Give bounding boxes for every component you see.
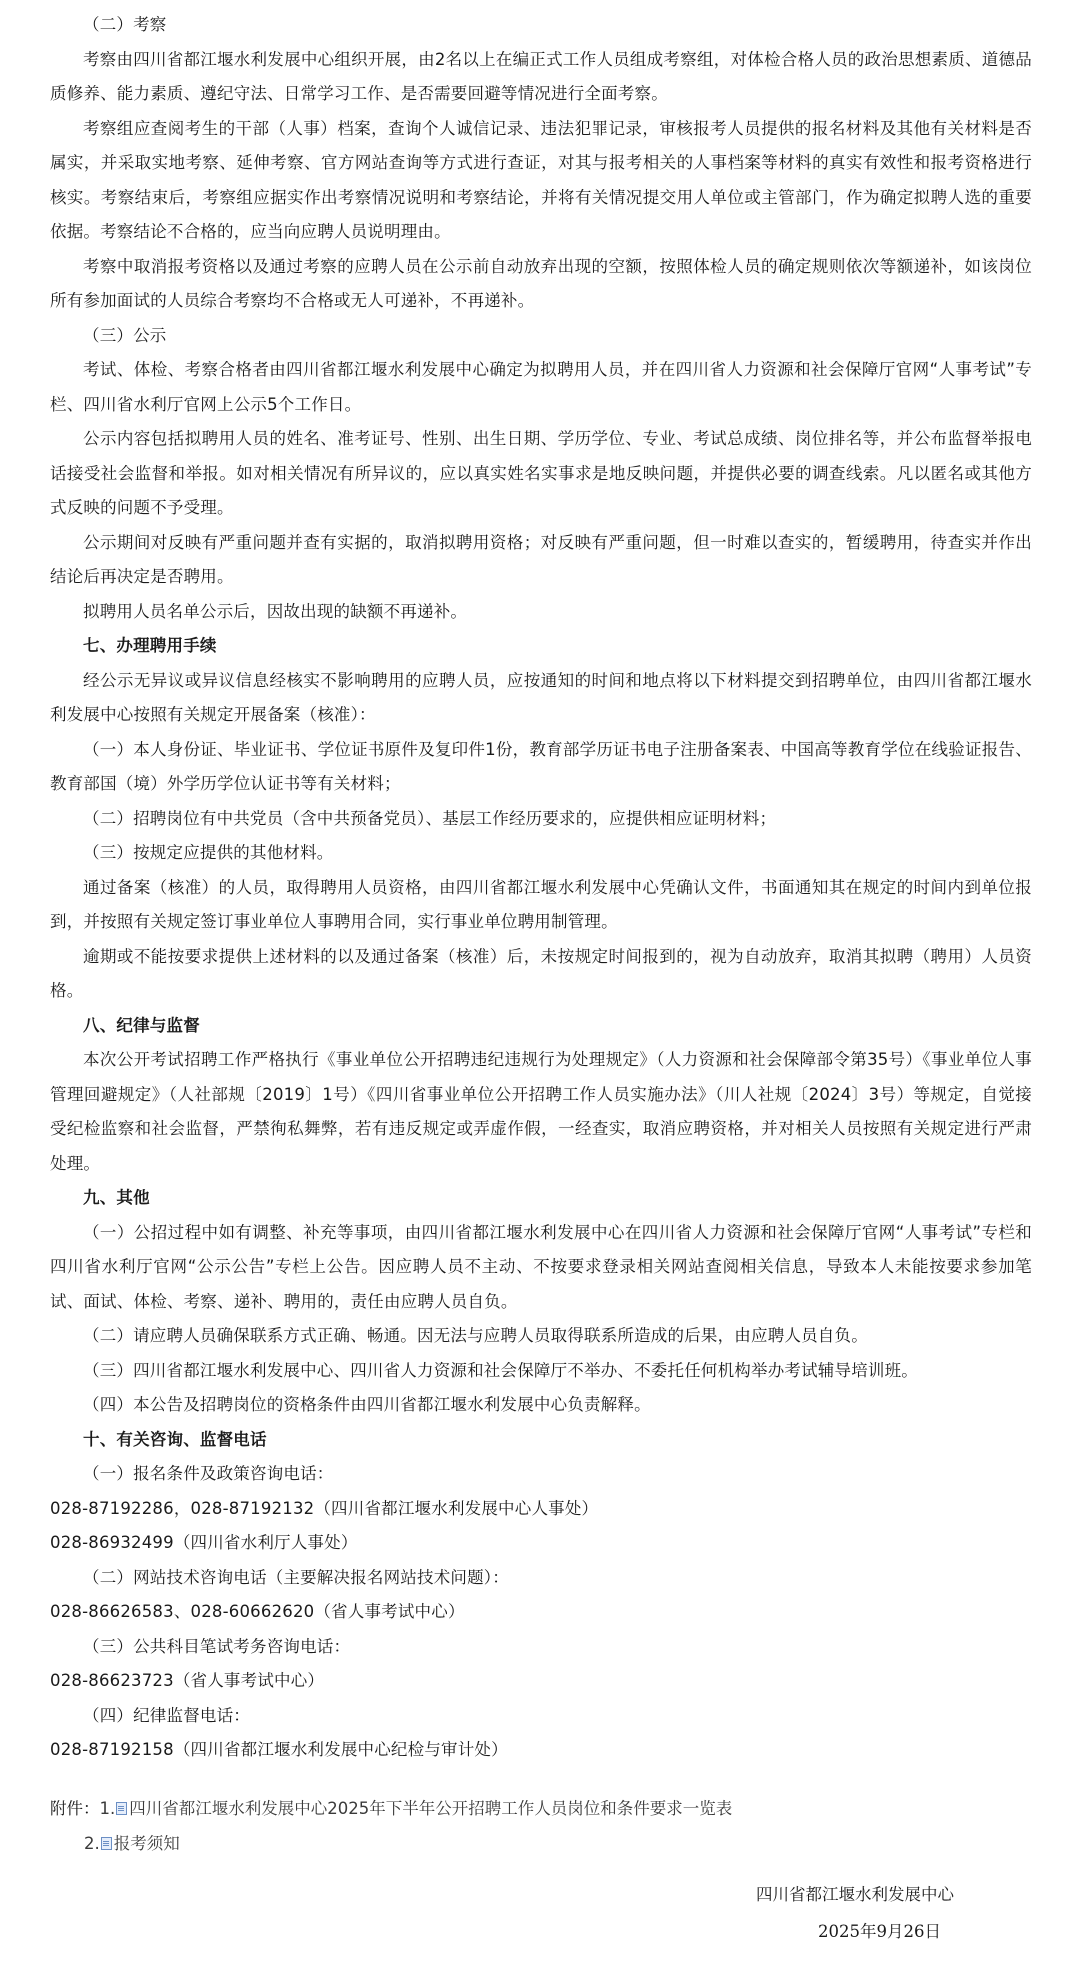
- attachment-row-2: [50, 1827, 1040, 1862]
- paragraph: 本次公开考试招聘工作严格执行《事业单位公开招聘违纪违规行为处理规定》（人力资源和社会保障部令第35号）《事业单位人事管理回避规定》（人社部规〔2019〕1号）《四川省事业单位公开招聘工作人员实施办法》（川人社规〔2024〕3号）等规定，自觉接受纪检监察和社会监督，严禁徇私舞弊，若有违反规定或弄虚作假，一经查实，取消应聘资格，并对相关人员按照有关规定进行严肃处理。: [50, 1050, 1032, 1173]
- section-heading: 七、办理聘用手续: [83, 636, 217, 655]
- paragraph: （一）公招过程中如有调整、补充等事项，由四川省都江堰水利发展中心在四川省人力资源和社会保障厅官网“人事考试”专栏和四川省水利厅官网“公示公告”专栏上公告。因应聘人员不主动、不按要求登录相关网站查阅相关信息，导致本人未能按要求参加笔试、面试、体检、考察、递补、聘用的，责任由应聘人员自负。: [50, 1222, 1032, 1311]
- paragraph: 考察中取消报考资格以及通过考察的应聘人员在公示前自动放弃出现的空额，按照体检人员的确定规则依次等额递补，如该岗位所有参加面试的人员综合考察均不合格或无人可递补，不再递补。: [50, 256, 1032, 310]
- document-icon: [101, 1837, 112, 1850]
- paragraph: （一）报名条件及政策咨询电话：: [83, 1464, 334, 1483]
- section-heading: 十、有关咨询、监督电话: [83, 1429, 267, 1449]
- attachments-label: 附件：: [50, 1799, 100, 1818]
- document-icon: [116, 1802, 127, 1815]
- attachment-link-2[interactable]: [84, 1834, 180, 1853]
- paragraph: （四）本公告及招聘岗位的资格条件由四川省都江堰水利发展中心负责解释。: [83, 1395, 651, 1414]
- paragraph: 考试、体检、考察合格者由四川省都江堰水利发展中心确定为拟聘用人员，并在四川省人力资源和社会保障厅官网“人事考试”专栏、四川省水利厅官网上公示5个工作日。: [50, 360, 1032, 414]
- paragraph: 公示期间对反映有严重问题并查有实据的，取消拟聘用资格；对反映有严重问题，但一时难以查实的，暂缓聘用，待查实并作出结论后再决定是否聘用。: [50, 532, 1032, 586]
- paragraph: （三）按规定应提供的其他材料。: [83, 843, 334, 862]
- paragraph: （二）招聘岗位有中共党员（含中共预备党员）、基层工作经历要求的，应提供相应证明材料；: [83, 808, 777, 828]
- phone-line: 028-86623723（省人事考试中心）: [50, 1671, 325, 1690]
- issuer-name: 四川省都江堰水利发展中心: [756, 1885, 954, 1904]
- paragraph: 通过备案（核准）的人员，取得聘用人员资格，由四川省都江堰水利发展中心凭确认文件，书面通知其在规定的时间内到单位报到，并按照有关规定签订事业单位人事聘用合同，实行事业单位聘用制管理。: [50, 877, 1032, 931]
- paragraph: 考察由四川省都江堰水利发展中心组织开展，由2名以上在编正式工作人员组成考察组，对体检合格人员的政治思想素质、道德品质修养、能力素质、遵纪守法、日常学习工作、是否需要回避等情况进行全面考察。: [50, 49, 1032, 103]
- attachment-title: 报考须知: [113, 1833, 180, 1853]
- attachment-number: 1.: [99, 1799, 116, 1818]
- attachment-number: 2.: [84, 1833, 100, 1853]
- phone-line: 028-87192158（四川省都江堰水利发展中心纪检与审计处）: [50, 1740, 508, 1759]
- document-body: [50, 8, 1032, 1768]
- paragraph: 逾期或不能按要求提供上述材料的以及通过备案（核准）后，未按规定时间报到的，视为自动放弃，取消其拟聘（聘用）人员资格。: [50, 946, 1032, 1000]
- paragraph: （三）四川省都江堰水利发展中心、四川省人力资源和社会保障厅不举办、不委托任何机构举办考试辅导培训班。: [83, 1360, 918, 1380]
- issue-date: 2025年9月26日: [818, 1922, 941, 1941]
- section-heading: 八、纪律与监督: [83, 1015, 200, 1035]
- paragraph: （四）纪律监督电话：: [83, 1705, 250, 1725]
- section-heading: 九、其他: [83, 1188, 150, 1207]
- paragraph: 公示内容包括拟聘用人员的姓名、准考证号、性别、出生日期、学历学位、专业、考试总成绩、岗位排名等，并公布监督举报电话接受社会监督和举报。如对相关情况有所异议的，应以真实姓名实事求是地反映问题，并提供必要的调查线索。凡以匿名或其他方式反映的问题不予受理。: [50, 429, 1032, 517]
- attachment-link-1[interactable]: [100, 1799, 733, 1818]
- paragraph: 拟聘用人员名单公示后，因故出现的缺额不再递补。: [83, 601, 468, 621]
- phone-line: 028-86932499（四川省水利厅人事处）: [50, 1533, 358, 1552]
- paragraph: （三）公共科目笔试考务咨询电话：: [83, 1636, 351, 1656]
- phone-line: 028-87192286，028-87192132（四川省都江堰水利发展中心人事处）: [50, 1498, 599, 1518]
- paragraph: 经公示无异议或异议信息经核实不影响聘用的应聘人员，应按通知的时间和地点将以下材料提交到招聘单位，由四川省都江堰水利发展中心按照有关规定开展备案（核准）：: [50, 670, 1032, 724]
- paragraph: （二）请应聘人员确保联系方式正确、畅通。因无法与应聘人员取得联系所造成的后果，由应聘人员自负。: [83, 1326, 868, 1345]
- paragraph: （一）本人身份证、毕业证书、学位证书原件及复印件1份，教育部学历证书电子注册备案表、中国高等教育学位在线验证报告、教育部国（境）外学历学位认证书等有关材料；: [50, 739, 1032, 793]
- paragraph: （二）网站技术咨询电话（主要解决报名网站技术问题）：: [83, 1567, 509, 1587]
- attachment-row-1: [50, 1792, 1040, 1827]
- phone-line: 028-86626583、028-60662620（省人事考试中心）: [50, 1602, 465, 1621]
- attachments-block: [50, 1792, 1040, 1861]
- paragraph: （三）公示: [83, 325, 167, 345]
- attachment-title: 四川省都江堰水利发展中心2025年下半年公开招聘工作人员岗位和条件要求一览表: [129, 1799, 733, 1818]
- paragraph: 考察组应查阅考生的干部（人事）档案，查询个人诚信记录、违法犯罪记录，审核报考人员提供的报名材料及其他有关材料是否属实，并采取实地考察、延伸考察、官方网站查询等方式进行查证，对其与报考相关的人事档案等材料的真实有效性和报考资格进行核实。考察结束后，考察组应据实作出考察情况说明和考察结论，并将有关情况提交用人单位或主管部门，作为确定拟聘人选的重要依据。考察结论不合格的，应当向应聘人员说明理由。: [50, 118, 1032, 241]
- paragraph: （二）考察: [83, 15, 167, 34]
